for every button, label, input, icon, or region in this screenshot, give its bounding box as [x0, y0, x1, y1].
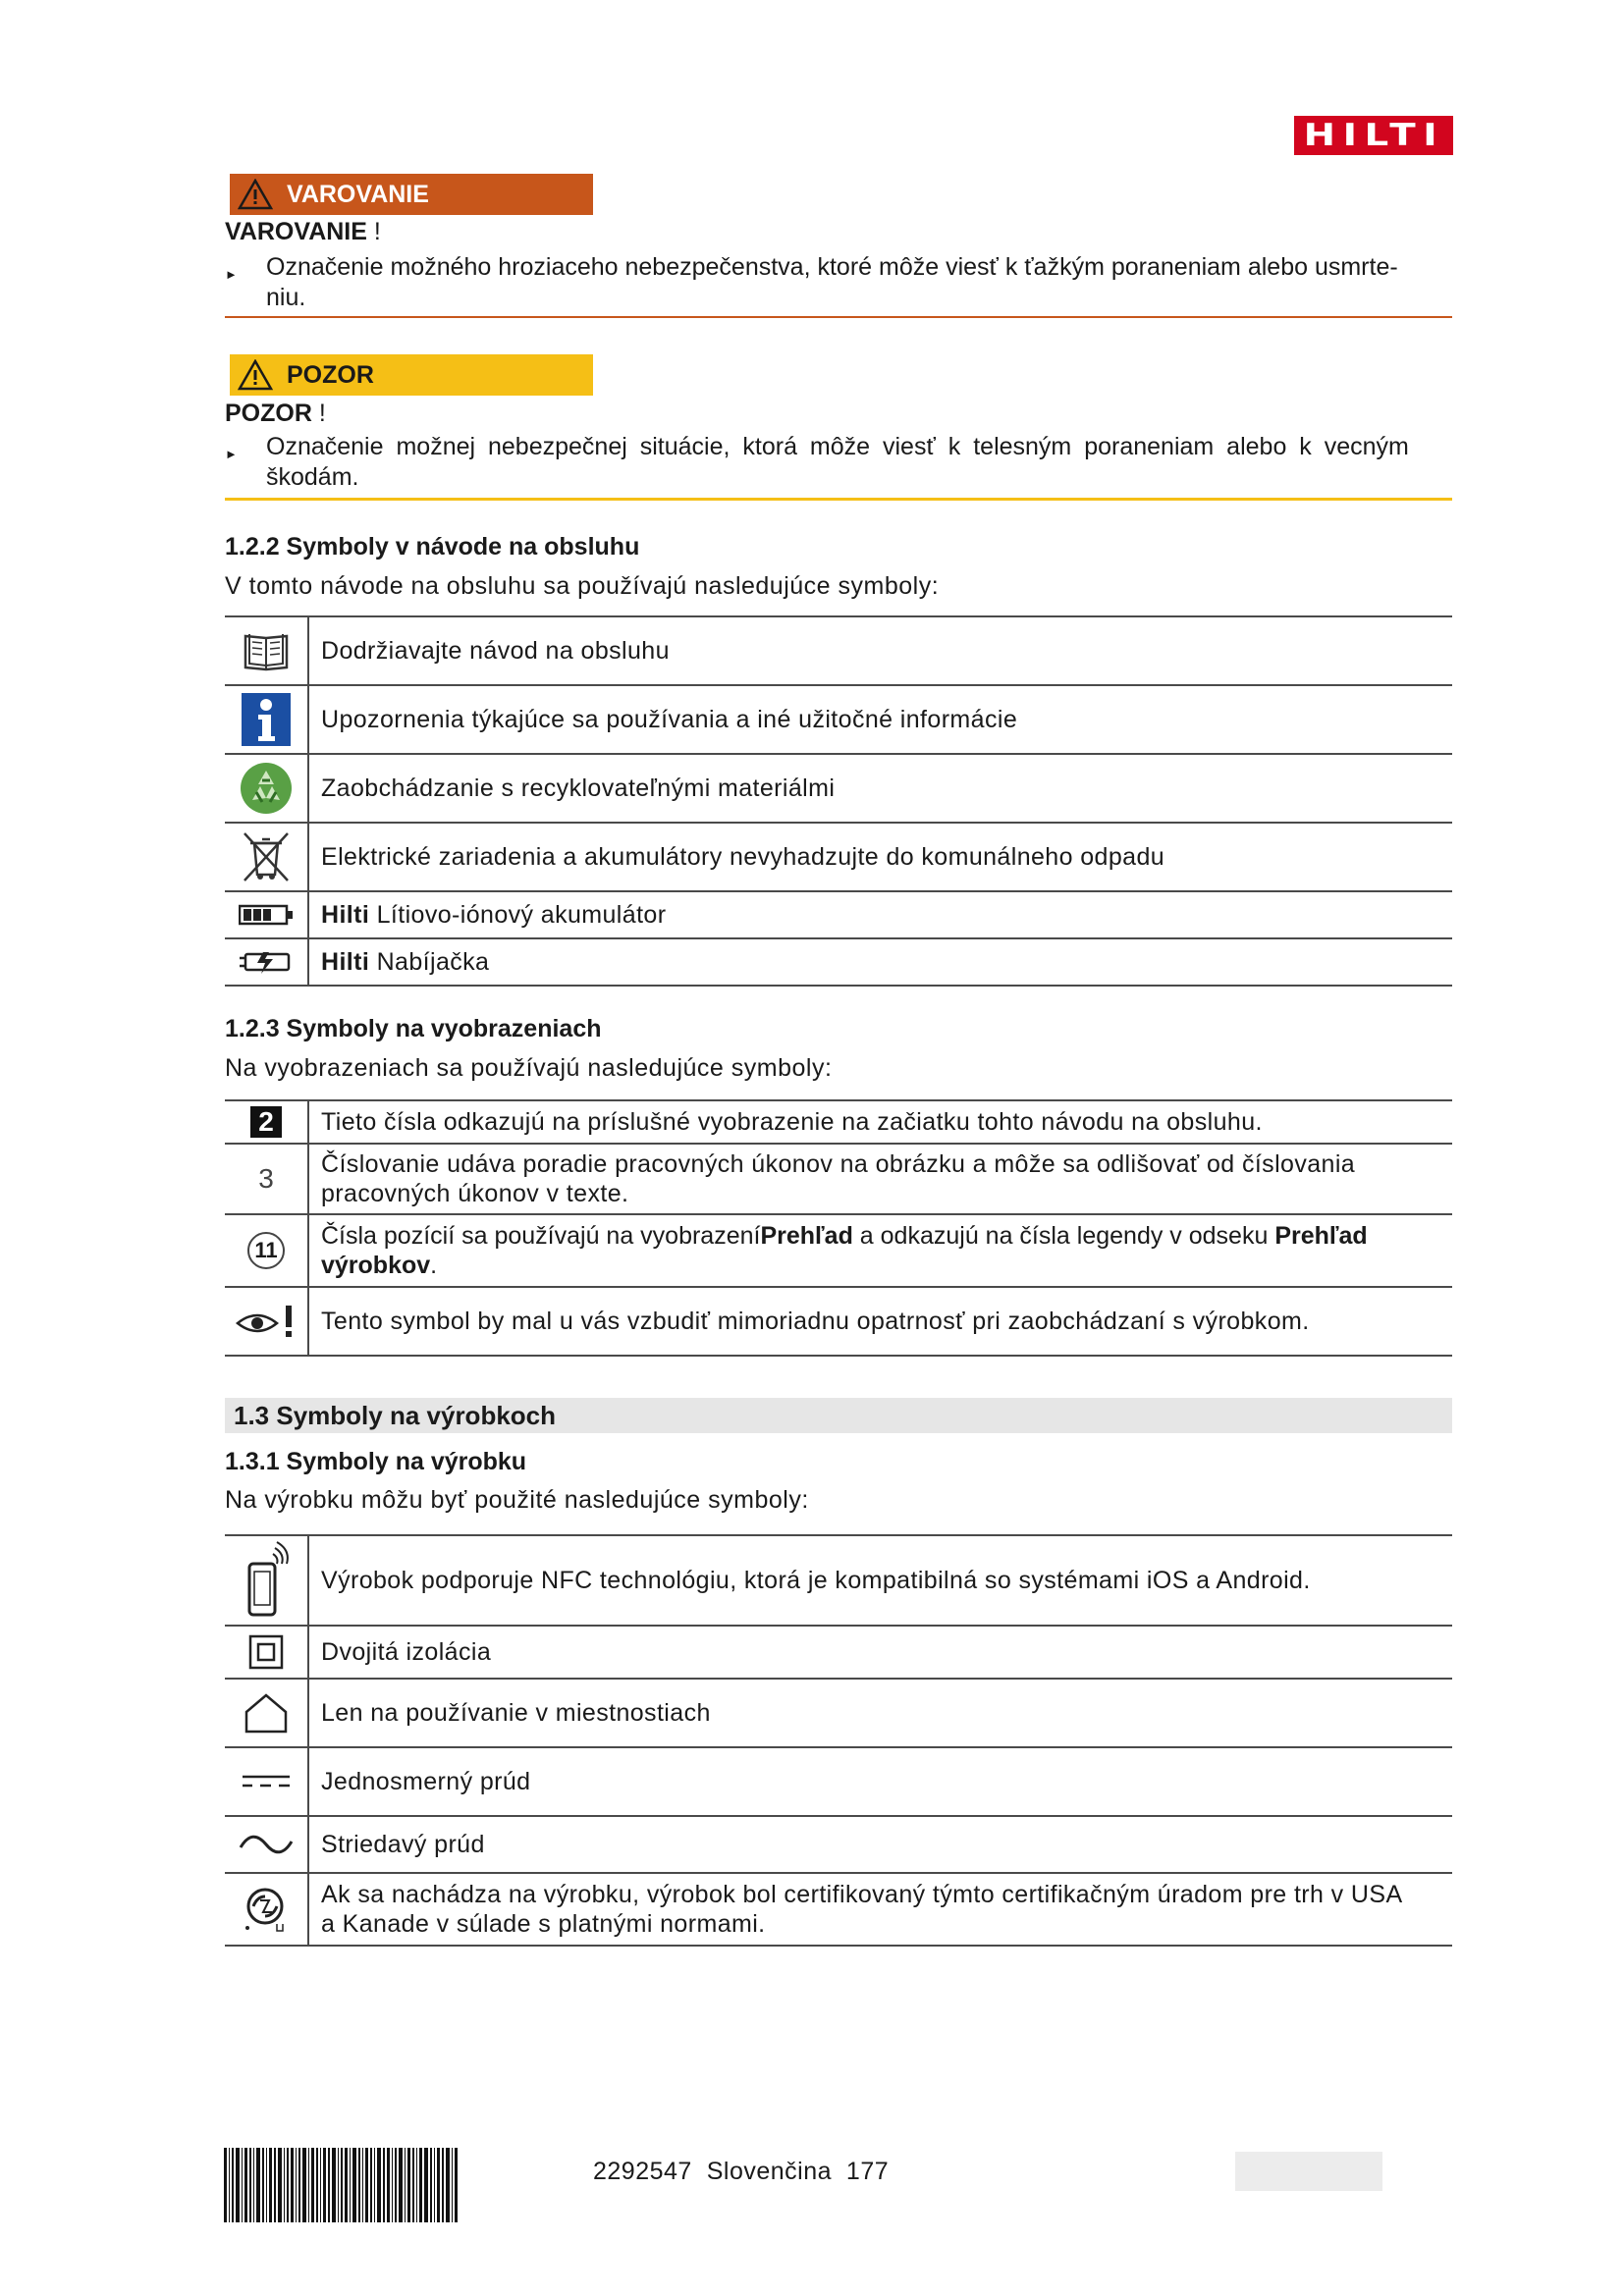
warning-rule [225, 316, 1452, 318]
table-cell-text: Elektrické zariadenia a akumulátory nevyhadzujte do komunálneho odpadu [321, 843, 1165, 871]
direct-current-icon [241, 1772, 292, 1791]
table-cell-text: Hilti Lítiovo-iónový akumulátor [321, 901, 667, 929]
table-cell-text: Striedavý prúd [321, 1831, 485, 1858]
table-row [225, 939, 1452, 987]
caution-rule [225, 498, 1452, 501]
table-row [225, 1874, 1452, 1947]
caution-title: POZOR ! [225, 400, 326, 427]
csa-certification-icon [244, 1885, 289, 1934]
table-row [225, 617, 1452, 686]
barcode-icon [224, 2148, 563, 2222]
symbols-table-figures [225, 1099, 1452, 1357]
nfc-phone-icon [242, 1540, 291, 1621]
double-insulation-icon [248, 1634, 284, 1670]
table-cell-text: Hilti Nabíjačka [321, 948, 490, 976]
warning-triangle-icon [238, 359, 273, 391]
table-cell-text: Dodržiavajte návod na obsluhu [321, 637, 670, 665]
table-row [225, 686, 1452, 755]
section-intro-131: Na výrobku môžu byť použité nasledujúce symboly: [225, 1486, 809, 1514]
section-heading-131: 1.3.1 Symboly na výrobku [225, 1448, 527, 1475]
table-row [225, 1748, 1452, 1817]
position-number-icon: 11 [247, 1232, 285, 1269]
alternating-current-icon [239, 1832, 294, 1857]
table-cell-text: Upozornenia týkajúce sa používania a iné užitočné informácie [321, 706, 1018, 733]
table-row [225, 1627, 1452, 1680]
bullet-icon: ► [225, 267, 238, 282]
table-cell-text: Tento symbol by mal u vás vzbudiť mimoriadnu opatrnosť pri zaobchádzaní s výrobkom. [321, 1308, 1310, 1335]
table-row [225, 1680, 1452, 1748]
indoor-house-icon [243, 1692, 290, 1734]
warning-band-label: VAROVANIE [287, 180, 429, 208]
table-row [225, 1145, 1452, 1215]
symbols-table-product [225, 1534, 1452, 1947]
table-cell-text: Dvojitá izolácia [321, 1638, 492, 1666]
manual-book-icon [242, 630, 291, 671]
battery-icon [239, 904, 294, 926]
table-row [225, 892, 1452, 939]
table-cell-text: Číslovanie udáva poradie pracovných úkonov na obrázku a môže sa odlišovať od číslovania pracovných úkonov v texte. [321, 1150, 1356, 1207]
eye-attention-icon [236, 1302, 297, 1341]
figure-number-icon: 2 [250, 1106, 282, 1138]
charger-icon [238, 948, 295, 976]
table-row [225, 1215, 1452, 1288]
table-row [225, 755, 1452, 824]
warning-title: VAROVANIE ! [225, 218, 381, 245]
warning-triangle-icon [238, 179, 273, 210]
table-cell-text: Jednosmerný prúd [321, 1768, 531, 1795]
table-cell-text: Ak sa nachádza na výrobku, výrobok bol certifikovaný týmto certifikačným úradom pre trh v USA a Kanade v súlade s platnými normami. [321, 1881, 1403, 1938]
table-row [225, 1101, 1452, 1145]
table-cell-text: Tieto čísla odkazujú na príslušné vyobrazenie na začiatku tohto návodu na obsluhu. [321, 1108, 1263, 1136]
table-cell-text: Čísla pozícií sa používajú na vyobrazeníPrehľad a odkazujú na čísla legendy v odseku Prehľad výrobkov. [321, 1222, 1368, 1279]
table-cell-text: Výrobok podporuje NFC technológiu, ktorá je kompatibilná so systémami iOS a Android. [321, 1567, 1311, 1594]
section-heading-123: 1.2.3 Symboly na vyobrazeniach [225, 1015, 602, 1042]
caution-band-label: POZOR [287, 360, 374, 389]
symbols-table-manual [225, 615, 1452, 987]
warning-band [230, 174, 593, 215]
section-heading-122: 1.2.2 Symboly v návode na obsluhu [225, 533, 640, 561]
section-intro-122: V tomto návode na obsluhu sa používajú nasledujúce symboly: [225, 572, 940, 600]
hilti-logo: HILTI [1294, 116, 1453, 155]
warning-text: ► Označenie možného hroziaceho nebezpečenstva, ktoré môže viesť k ťažkým poraneniam alebo usmrte- niu. [225, 253, 1398, 311]
caution-band [230, 354, 593, 396]
bullet-icon: ► [225, 447, 238, 461]
info-icon [242, 693, 291, 746]
step-number-icon: 3 [258, 1163, 274, 1194]
table-cell-text: Len na používanie v miestnostiach [321, 1699, 711, 1727]
table-cell-text: Zaobchádzanie s recyklovateľnými materiálmi [321, 774, 836, 802]
table-row [225, 1817, 1452, 1874]
table-row [225, 824, 1452, 892]
section-bar-13: 1.3 Symboly na výrobkoch [225, 1398, 1452, 1433]
table-row [225, 1288, 1452, 1357]
table-row [225, 1536, 1452, 1627]
section-intro-123: Na vyobrazeniach sa používajú nasledujúce symboly: [225, 1054, 833, 1082]
caution-text: ► Označenie možnej nebezpečnej situácie, ktorá môže viesť k telesným poraneniam alebo k vecným škodám. [225, 433, 1409, 491]
footer-page-info: 2292547 Slovenčina 177 [593, 2158, 890, 2185]
footer-gray-box [1235, 2152, 1382, 2191]
crossed-bin-icon [239, 829, 294, 884]
recycle-icon [239, 761, 294, 816]
